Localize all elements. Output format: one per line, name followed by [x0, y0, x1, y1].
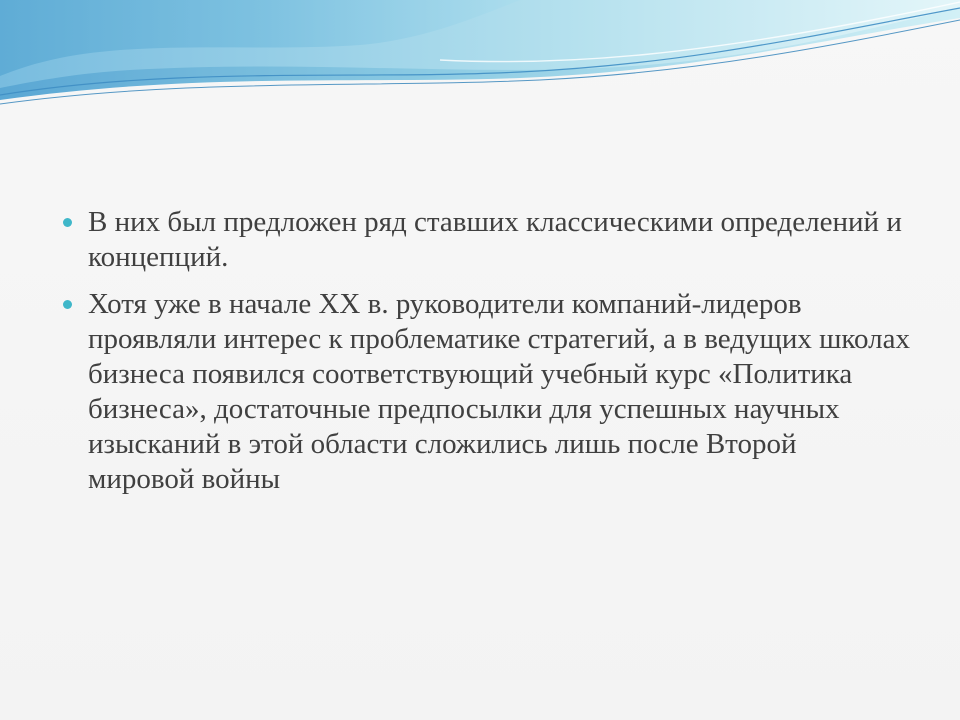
bullet-icon: [63, 300, 72, 309]
bullet-icon: [63, 218, 72, 227]
bullet-item-2: [60, 287, 910, 497]
bullet-text: В них был предложен ряд ставших классическими определений и концепций.: [88, 206, 902, 273]
wave-banner-decoration: [0, 0, 960, 130]
bullet-item-1: [60, 205, 910, 275]
slide-content: [60, 205, 910, 509]
bullet-text: Хотя уже в начале XX в. руководители компаний-лидеров проявляли интерес к проблематике стратегий, а в ведущих школах бизнеса появился соответствующий учебный курс «Политика бизнеса», достаточные предпосылки для успешных научных изысканий в этой области сложились лишь после Второй мировой войны: [88, 288, 910, 495]
bullet-list: [60, 205, 910, 497]
